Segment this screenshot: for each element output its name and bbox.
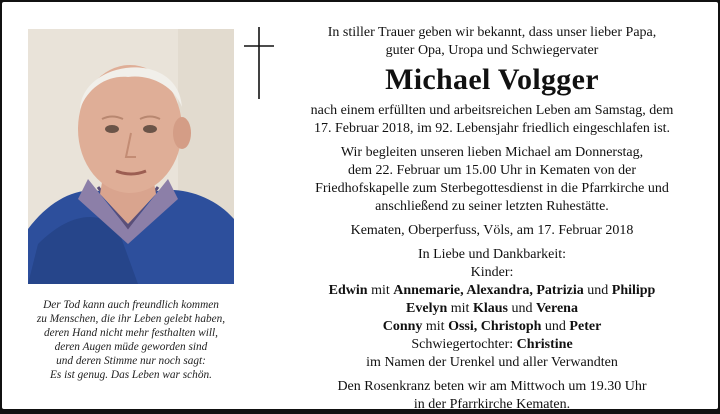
family-intro: In Liebe und Dankbarkeit: bbox=[417, 247, 567, 262]
family-row: im Namen der Urenkel und aller Verwandten bbox=[366, 355, 618, 370]
family-row bbox=[282, 300, 702, 318]
farewell-quote bbox=[28, 298, 234, 383]
place-date: Kematen, Oberperfuss, Völs, am 17. Februar 2018 bbox=[350, 223, 634, 238]
family-word: und bbox=[541, 319, 570, 334]
quote-line: zu Menschen, die ihr Leben gelebt haben, bbox=[36, 313, 226, 326]
family-label: Schwiegertochter: bbox=[411, 337, 517, 352]
death-line: 17. Februar 2018, im 92. Lebensjahr friedlich eingeschlafen ist. bbox=[313, 121, 671, 136]
portrait-photo bbox=[28, 29, 234, 284]
funeral-line: dem 22. Februar um 15.00 Uhr in Kematen von der bbox=[347, 163, 637, 178]
portrait-image bbox=[28, 29, 234, 284]
cross-icon bbox=[242, 27, 276, 99]
quote-line: Der Tod kann auch freundlich kommen bbox=[43, 299, 219, 311]
family-name: Conny bbox=[382, 319, 423, 334]
obituary-card bbox=[2, 2, 718, 412]
quote-line: und deren Stimme nur noch sagt: bbox=[56, 355, 206, 368]
family-row bbox=[282, 318, 702, 336]
family-row bbox=[282, 336, 702, 354]
funeral-line: Friedhofskapelle zum Sterbegottesdienst in die Pfarrkirche und bbox=[315, 181, 669, 196]
family-name: Christine bbox=[516, 337, 573, 352]
quote-line: Es ist genug. Das Leben war schön. bbox=[50, 369, 212, 382]
children-label: Kinder: bbox=[470, 265, 514, 280]
family-name: Ossi, Christoph bbox=[448, 319, 542, 334]
family-name: Peter bbox=[569, 319, 602, 334]
deceased-name: Michael Volgger bbox=[385, 63, 599, 96]
family-name: Verena bbox=[535, 301, 578, 316]
family-word: mit bbox=[422, 319, 449, 334]
family-word: und bbox=[583, 283, 612, 298]
quote-line: deren Hand nicht mehr festhalten will, bbox=[43, 327, 219, 340]
intro-line: In stiller Trauer geben wir bekannt, dass unser lieber Papa, bbox=[327, 25, 657, 40]
family-name: Evelyn bbox=[406, 301, 448, 316]
death-line: nach einem erfüllten und arbeitsreichen Leben am Samstag, dem bbox=[310, 103, 674, 118]
rosary-line: Den Rosenkranz beten wir am Mittwoch um 19.30 Uhr bbox=[337, 379, 647, 394]
family-word: und bbox=[507, 301, 536, 316]
intro-line: guter Opa, Uropa und Schwiegervater bbox=[385, 43, 599, 58]
funeral-line: Wir begleiten unseren lieben Michael am Donnerstag, bbox=[340, 145, 644, 160]
funeral-line: anschließend zu seiner letzten Ruhestätte. bbox=[375, 199, 609, 214]
family-name: Annemarie, Alexandra, Patrizia bbox=[393, 283, 584, 298]
family-name: Philipp bbox=[611, 283, 656, 298]
rosary-line: in der Pfarrkirche Kematen. bbox=[413, 397, 571, 412]
family-name: Klaus bbox=[472, 301, 508, 316]
family-word: mit bbox=[447, 301, 473, 316]
obituary-text bbox=[282, 24, 702, 414]
family-word: mit bbox=[367, 283, 394, 298]
family-name: Edwin bbox=[328, 283, 368, 298]
quote-line: deren Augen müde geworden sind bbox=[54, 341, 208, 354]
family-row bbox=[282, 282, 702, 300]
